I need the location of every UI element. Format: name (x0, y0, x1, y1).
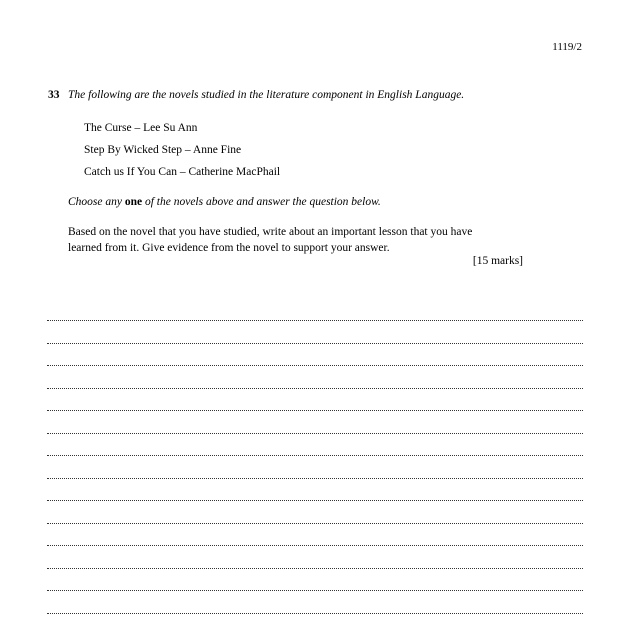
novel-item: The Curse – Lee Su Ann (84, 122, 198, 134)
novel-list (84, 117, 280, 183)
answer-line[interactable] (47, 455, 583, 456)
instruction (68, 196, 381, 208)
instruction-text-after: of the novels above and answer the question below. (142, 196, 381, 208)
novel-item: Step By Wicked Step – Anne Fine (84, 144, 242, 156)
answer-line[interactable] (47, 590, 583, 591)
instruction-emphasis: one (124, 196, 143, 208)
novel-item: Catch us If You Can – Catherine MacPhail (84, 166, 281, 178)
answer-line[interactable] (47, 613, 583, 614)
answer-line[interactable] (47, 365, 583, 366)
answer-line[interactable] (47, 410, 583, 411)
answer-line[interactable] (47, 433, 583, 434)
answer-line[interactable] (47, 388, 583, 389)
answer-lines (47, 320, 583, 635)
instruction-text-before: Choose any (68, 196, 125, 208)
task-line-2: learned from it. Give evidence from the novel to support your answer. (68, 242, 390, 254)
answer-line[interactable] (47, 500, 583, 501)
answer-line[interactable] (47, 545, 583, 546)
question-number: 33 (48, 89, 60, 101)
answer-line[interactable] (47, 320, 583, 321)
marks-label: [15 marks] (472, 255, 523, 267)
task-text (68, 224, 528, 256)
answer-line[interactable] (47, 478, 583, 479)
answer-line[interactable] (47, 343, 583, 344)
question-intro: The following are the novels studied in the literature component in English Language. (68, 89, 465, 101)
answer-line[interactable] (47, 568, 583, 569)
task-line-1: Based on the novel that you have studied, write about an important lesson that you have (68, 226, 473, 238)
page-code: 1119/2 (552, 41, 582, 53)
answer-line[interactable] (47, 523, 583, 524)
